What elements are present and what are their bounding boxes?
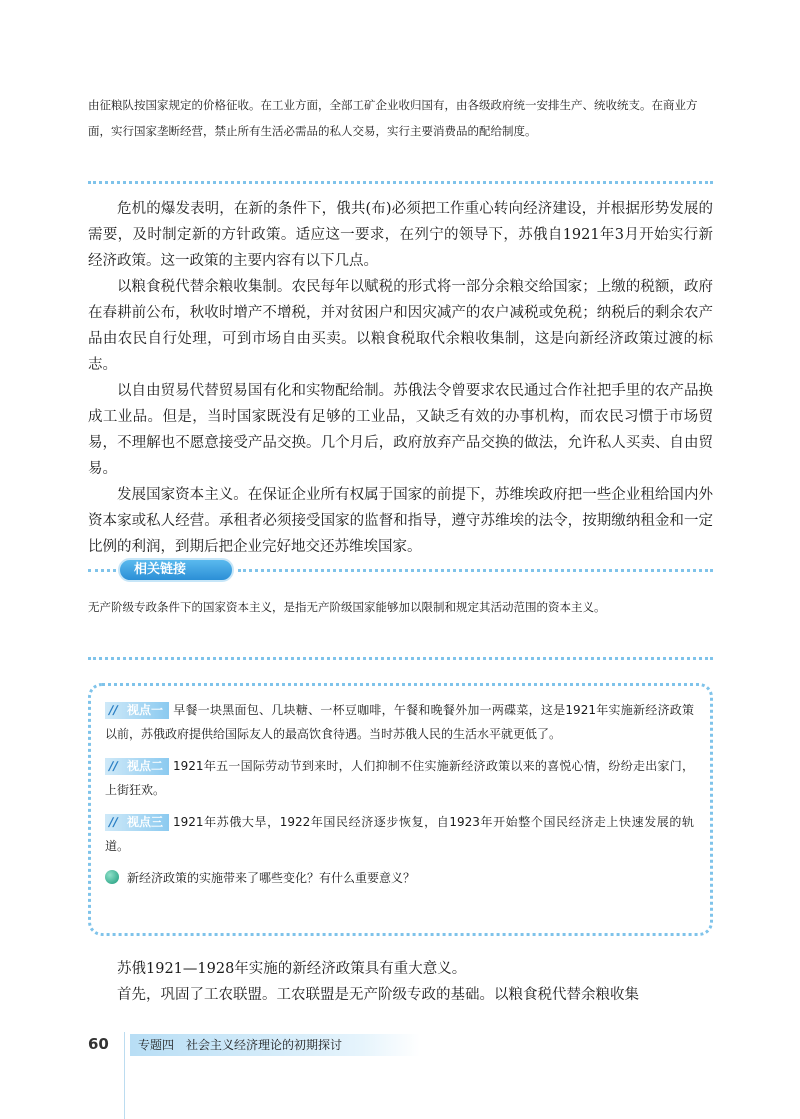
slash-icon: ∕∕ [109,759,118,773]
page-number: 60 [88,1035,109,1053]
viewpoint [105,754,694,802]
viewpoint-text: 1921年五一国际劳动节到来时，人们抑制不住实施新经济政策以来的喜悦心情，纷纷走出家门，上街狂欢。 [105,759,694,797]
viewpoint [105,698,694,746]
viewpoint-tag-label: 视点二 [127,759,164,773]
related-link-tag: 相关链接 [118,558,234,582]
dotted-divider [88,181,713,184]
related-link-header [88,558,713,582]
viewpoint-text: 早餐一块黑面包、几块糖、一杯豆咖啡，午餐和晚餐外加一两碟菜，这是1921年实施新经济政策以前，苏俄政府提供给国际友人的最高饮食待遇。当时苏俄人民的生活水平就更低了。 [105,703,694,741]
intro-note: 由征粮队按国家规定的价格征收。在工业方面，全部工矿企业收归国有，由各级政府统一安排生产、统收统支。在商业方面，实行国家垄断经营，禁止所有生活必需品的私人交易，实行主要消费品的配给制度。 [88,98,698,138]
slash-icon: ∕∕ [109,703,118,717]
dotted-divider [238,569,713,572]
viewpoint-tag [105,758,169,775]
footer-divider [124,1032,125,1119]
chapter-title: 专题四 社会主义经济理论的初期探讨 [138,1038,343,1052]
viewpoint-tag-label: 视点三 [127,815,164,829]
paragraph: 危机的爆发表明，在新的条件下，俄共(布)必须把工作重心转向经济建设，并根据形势发展的需要，及时制定新的方针政策。适应这一要求，在列宁的领导下，苏俄自1921年3月开始实行新经济政策。这一政策的主要内容有以下几点。 [88,201,713,269]
dotted-divider [88,657,713,660]
viewpoint-tag [105,814,169,831]
slash-icon: ∕∕ [109,815,118,829]
question-text: 新经济政策的实施带来了哪些变化？有什么重要意义？ [127,871,416,885]
viewpoint-tag-label: 视点一 [127,703,164,717]
paragraph: 首先，巩固了工农联盟。工农联盟是无产阶级专政的基础。以粮食税代替余粮收集 [117,987,639,1003]
question-bullet-icon [105,870,119,884]
dotted-divider [88,569,116,572]
paragraph: 发展国家资本主义。在保证企业所有权属于国家的前提下，苏维埃政府把一些企业租给国内外资本家或私人经营。承租者必须接受国家的监督和指导，遵守苏维埃的法令，按期缴纳租金和一定比例的利润，到期后把企业完好地交还苏维埃国家。 [88,487,713,555]
continued-text [88,956,713,1008]
viewpoints-box [88,683,713,936]
viewpoint-text: 1921年苏俄大旱，1922年国民经济逐步恢复，自1923年开始整个国民经济走上快速发展的轨道。 [105,815,694,853]
page-footer [88,1032,713,1058]
paragraph: 苏俄1921—1928年实施的新经济政策具有重大意义。 [117,961,467,977]
main-text [88,196,713,560]
discussion-question [105,866,694,890]
viewpoint-tag [105,702,169,719]
viewpoint [105,810,694,858]
related-link-note: 无产阶级专政条件下的国家资本主义，是指无产阶级国家能够加以限制和规定其活动范围的资本主义。 [88,600,606,614]
paragraph: 以粮食税代替余粮收集制。农民每年以赋税的形式将一部分余粮交给国家；上缴的税额，政府在春耕前公布，秋收时增产不增税，并对贫困户和因灾减产的农户减税或免税；纳税后的剩余农产品由农民自行处理，可到市场自由买卖。以粮食税取代余粮收集制，这是向新经济政策过渡的标志。 [88,279,713,373]
paragraph: 以自由贸易代替贸易国有化和实物配给制。苏俄法令曾要求农民通过合作社把手里的农产品换成工业品。但是，当时国家既没有足够的工业品，又缺乏有效的办事机构，而农民习惯于市场贸易，不理解也不愿意接受产品交换。几个月后，政府放弃产品交换的做法，允许私人买卖、自由贸易。 [88,383,713,477]
